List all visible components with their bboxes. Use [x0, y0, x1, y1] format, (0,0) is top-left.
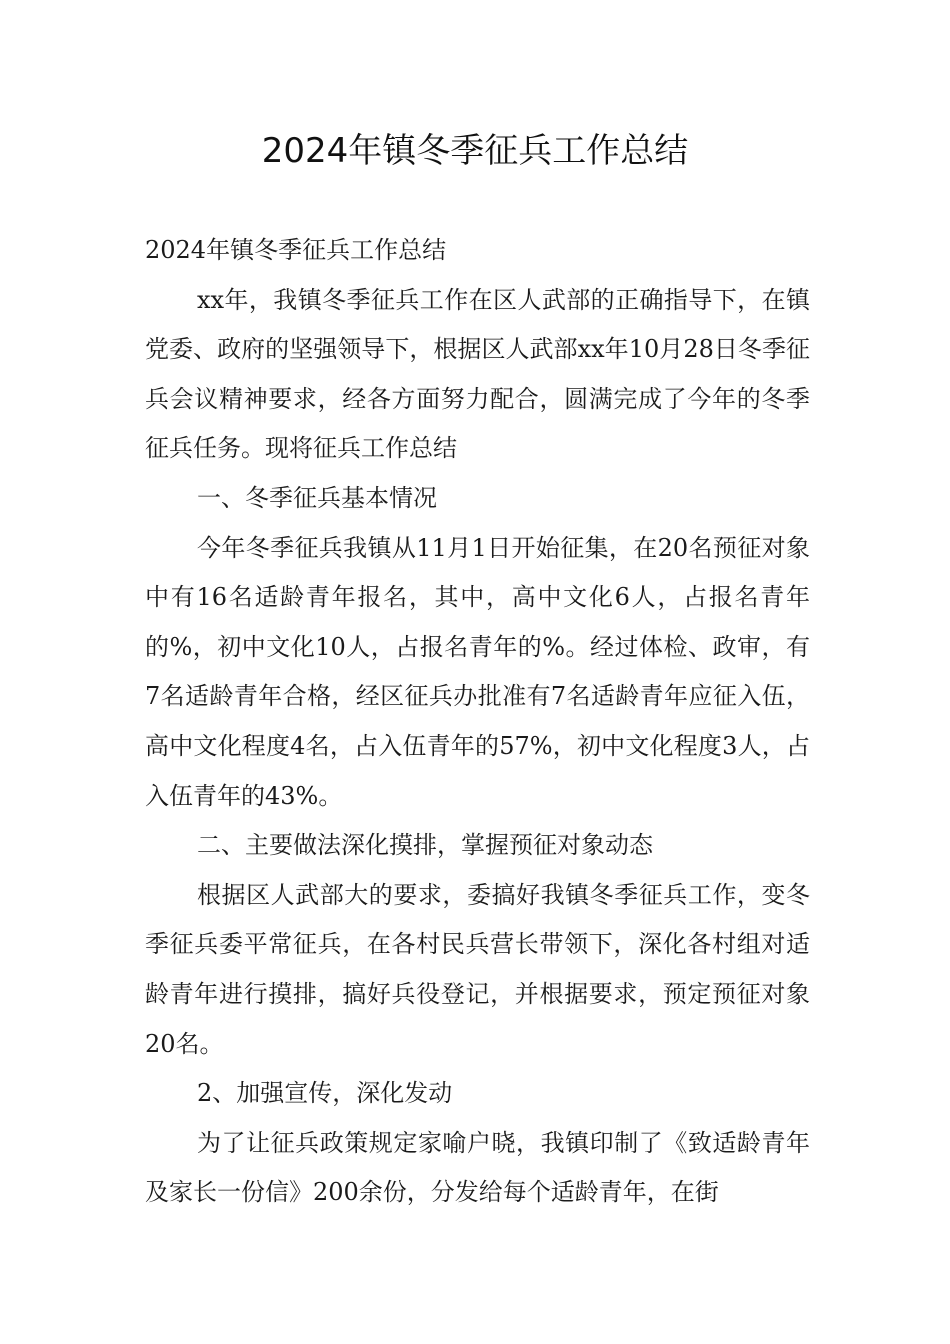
document-body [145, 226, 810, 1218]
section-heading-publicity: 2、加强宣传，深化发动 [197, 1079, 453, 1108]
paragraph-subtitle: 2024年镇冬季征兵工作总结 [145, 236, 447, 264]
paragraph-intro: xx年，我镇冬季征兵工作在区人武部的正确指导下，在镇党委、政府的坚强领导下，根据区人武部xx年10月28日冬季征兵会议精神要求，经各方面努力配合，圆满完成了今年的冬季征兵任务。现将征兵工作总结 [145, 285, 810, 463]
paragraph-main-methods: 根据区人武部大的要求，委搞好我镇冬季征兵工作，变冬季征兵委平常征兵，在各村民兵营长带领下，深化各村组对适龄青年进行摸排，搞好兵役登记，并根据要求，预定预征对象20名。 [145, 880, 810, 1058]
document-title: 2024年镇冬季征兵工作总结 [261, 131, 689, 171]
section-heading-main-methods: 二、主要做法深化摸排，掌握预征对象动态 [197, 831, 653, 860]
section-heading-basic-situation: 一、冬季征兵基本情况 [197, 483, 437, 512]
paragraph-basic-situation: 今年冬季征兵我镇从11月1日开始征集，在20名预征对象中有16名适龄青年报名，其中，高中文化6人，占报名青年的%，初中文化10人，占报名青年的%。经过体检、政审，有7名适龄青年合格，经区征兵办批准有7名适龄青年应征入伍，高中文化程度4名，占入伍青年的57%，初中文化程度3人，占入伍青年的43%。 [145, 533, 810, 810]
paragraph-publicity: 为了让征兵政策规定家喻户晓，我镇印制了《致适龄青年及家长一份信》200余份，分发给每个适龄青年，在街 [145, 1128, 810, 1207]
